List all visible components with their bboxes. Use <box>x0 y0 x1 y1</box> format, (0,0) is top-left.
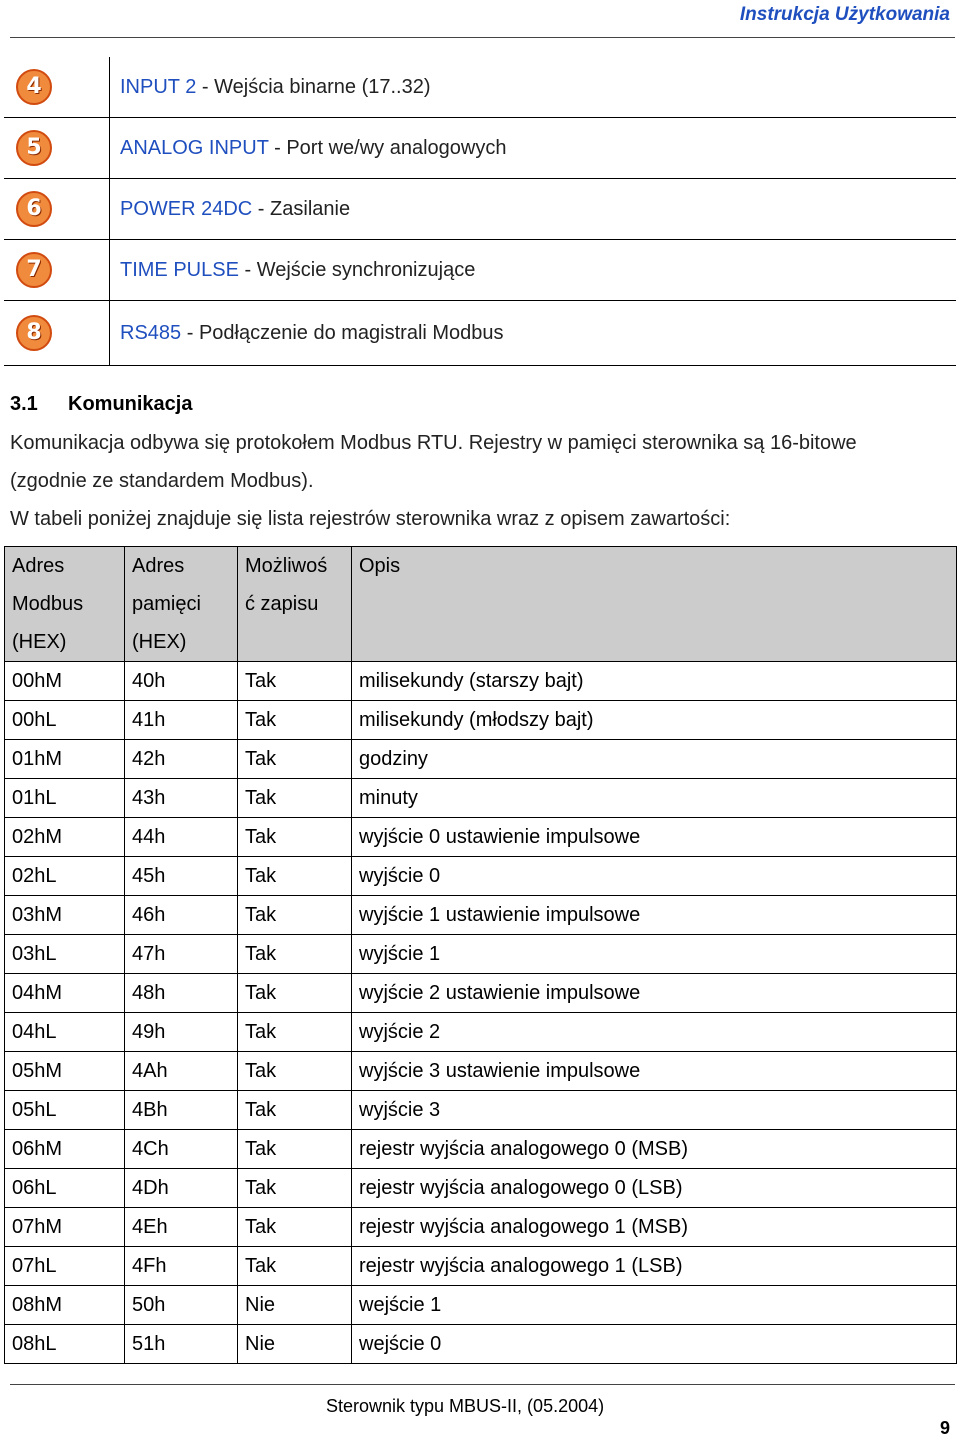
register-table <box>4 546 957 1364</box>
cell-memory-address: 4Fh <box>125 1247 238 1286</box>
cell-memory-address: 41h <box>125 701 238 740</box>
cell-write-access: Tak <box>238 935 352 974</box>
header-divider <box>10 37 955 38</box>
cell-description: milisekundy (starszy bajt) <box>352 662 957 701</box>
connector-name: RS485 <box>120 321 182 344</box>
cell-write-access: Tak <box>238 779 352 818</box>
cell-modbus-address: 06hM <box>5 1130 125 1169</box>
cell-description: wyjście 1 ustawienie impulsowe <box>352 896 957 935</box>
cell-memory-address: 44h <box>125 818 238 857</box>
table-row <box>5 740 957 779</box>
connector-row: 6 POWER 24DC - Zasilanie <box>4 179 956 240</box>
table-row <box>5 1013 957 1052</box>
cell-memory-address: 43h <box>125 779 238 818</box>
connector-description: Wejście synchronizujące <box>256 258 476 281</box>
cell-write-access: Tak <box>238 1130 352 1169</box>
number-5-badge-icon: 5 <box>16 130 52 166</box>
cell-write-access: Tak <box>238 1169 352 1208</box>
cell-description: wejście 0 <box>352 1325 957 1364</box>
connector-description: Port we/wy analogowych <box>286 136 507 159</box>
table-row <box>5 935 957 974</box>
cell-modbus-address: 03hM <box>5 896 125 935</box>
cell-description: rejestr wyjścia analogowego 1 (MSB) <box>352 1208 957 1247</box>
cell-modbus-address: 00hL <box>5 701 125 740</box>
table-row <box>5 1130 957 1169</box>
connector-name: TIME PULSE <box>120 258 239 281</box>
cell-description: godziny <box>352 740 957 779</box>
table-row <box>5 1052 957 1091</box>
cell-modbus-address: 07hL <box>5 1247 125 1286</box>
cell-description: rejestr wyjścia analogowego 0 (MSB) <box>352 1130 957 1169</box>
cell-memory-address: 50h <box>125 1286 238 1325</box>
footer-divider <box>10 1384 955 1385</box>
table-row <box>5 1286 957 1325</box>
cell-memory-address: 46h <box>125 896 238 935</box>
cell-description: wyjście 0 ustawienie impulsowe <box>352 818 957 857</box>
cell-write-access: Tak <box>238 1208 352 1247</box>
cell-description: milisekundy (młodszy bajt) <box>352 701 957 740</box>
table-row <box>5 701 957 740</box>
connector-description: Wejścia binarne (17..32) <box>214 75 431 98</box>
intro-paragraph-line-3: W tabeli poniżej znajduje się lista rejestrów sterownika wraz z opisem zawartości: <box>10 508 731 530</box>
cell-modbus-address: 02hL <box>5 857 125 896</box>
cell-modbus-address: 01hL <box>5 779 125 818</box>
cell-description: wyjście 3 ustawienie impulsowe <box>352 1052 957 1091</box>
cell-write-access: Tak <box>238 896 352 935</box>
cell-description: wyjście 2 <box>352 1013 957 1052</box>
connector-name: POWER 24DC <box>120 197 253 220</box>
header-memory-address: Adres pamięci (HEX) <box>125 547 238 662</box>
cell-write-access: Tak <box>238 701 352 740</box>
connector-description: Zasilanie <box>270 197 351 220</box>
section-heading <box>10 393 192 416</box>
cell-description: wyjście 3 <box>352 1091 957 1130</box>
cell-description: wyjście 0 <box>352 857 957 896</box>
connector-row: 4 INPUT 2 - Wejścia binarne (17..32) <box>4 57 956 118</box>
connector-description: Podłączenie do magistrali Modbus <box>198 321 504 344</box>
table-row <box>5 974 957 1013</box>
page-number: 9 <box>939 1418 950 1438</box>
cell-write-access: Nie <box>238 1325 352 1364</box>
table-row <box>5 779 957 818</box>
table-row <box>5 1325 957 1364</box>
cell-memory-address: 47h <box>125 935 238 974</box>
table-row <box>5 857 957 896</box>
table-row <box>5 818 957 857</box>
table-row <box>5 662 957 701</box>
intro-paragraph-line-2: (zgodnie ze standardem Modbus). <box>10 470 314 492</box>
cell-memory-address: 49h <box>125 1013 238 1052</box>
cell-modbus-address: 08hL <box>5 1325 125 1364</box>
cell-memory-address: 4Ah <box>125 1052 238 1091</box>
cell-write-access: Tak <box>238 857 352 896</box>
register-table-body <box>5 662 957 1364</box>
cell-write-access: Tak <box>238 1052 352 1091</box>
section-title: Komunikacja <box>68 393 193 415</box>
cell-modbus-address: 08hM <box>5 1286 125 1325</box>
cell-modbus-address: 07hM <box>5 1208 125 1247</box>
connector-row: 5 ANALOG INPUT - Port we/wy analogowych <box>4 118 956 179</box>
table-row <box>5 1091 957 1130</box>
number-8-badge-icon: 8 <box>16 315 52 351</box>
cell-memory-address: 45h <box>125 857 238 896</box>
table-row <box>5 1169 957 1208</box>
cell-modbus-address: 06hL <box>5 1169 125 1208</box>
cell-modbus-address: 05hM <box>5 1052 125 1091</box>
table-row <box>5 1208 957 1247</box>
cell-modbus-address: 03hL <box>5 935 125 974</box>
number-4-badge-icon: 4 <box>16 69 52 105</box>
cell-description: rejestr wyjścia analogowego 0 (LSB) <box>352 1169 957 1208</box>
cell-memory-address: 4Ch <box>125 1130 238 1169</box>
cell-write-access: Tak <box>238 662 352 701</box>
table-row <box>5 1247 957 1286</box>
cell-write-access: Nie <box>238 1286 352 1325</box>
cell-write-access: Tak <box>238 740 352 779</box>
cell-memory-address: 48h <box>125 974 238 1013</box>
cell-description: rejestr wyjścia analogowego 1 (LSB) <box>352 1247 957 1286</box>
cell-modbus-address: 04hM <box>5 974 125 1013</box>
cell-memory-address: 4Bh <box>125 1091 238 1130</box>
header-modbus-address: Adres Modbus (HEX) <box>5 547 125 662</box>
connector-row: 8 RS485 - Podłączenie do magistrali Modbus <box>4 301 956 366</box>
cell-modbus-address: 05hL <box>5 1091 125 1130</box>
cell-write-access: Tak <box>238 1247 352 1286</box>
cell-memory-address: 4Eh <box>125 1208 238 1247</box>
number-6-badge-icon: 6 <box>16 191 52 227</box>
cell-write-access: Tak <box>238 1091 352 1130</box>
document-title: Instrukcja Użytkowania <box>739 4 950 25</box>
cell-write-access: Tak <box>238 818 352 857</box>
cell-memory-address: 42h <box>125 740 238 779</box>
register-table-header <box>5 547 957 662</box>
cell-description: minuty <box>352 779 957 818</box>
header-description: Opis <box>352 547 957 662</box>
cell-description: wyjście 2 ustawienie impulsowe <box>352 974 957 1013</box>
header-write-access: Możliwoś ć zapisu <box>238 547 352 662</box>
cell-modbus-address: 02hM <box>5 818 125 857</box>
section-number: 3.1 <box>10 393 38 415</box>
connector-row: 7 TIME PULSE - Wejście synchronizujące <box>4 240 956 301</box>
cell-memory-address: 40h <box>125 662 238 701</box>
cell-write-access: Tak <box>238 974 352 1013</box>
footer-text: Sterownik typu MBUS-II, (05.2004) <box>326 1396 605 1416</box>
connector-name: INPUT 2 <box>120 75 197 98</box>
cell-description: wyjście 1 <box>352 935 957 974</box>
cell-modbus-address: 01hM <box>5 740 125 779</box>
connector-name: ANALOG INPUT <box>120 136 269 159</box>
connector-table <box>4 57 956 366</box>
cell-write-access: Tak <box>238 1013 352 1052</box>
cell-memory-address: 51h <box>125 1325 238 1364</box>
intro-paragraph-line-1: Komunikacja odbywa się protokołem Modbus RTU. Rejestry w pamięci sterownika są 16-bitowe <box>10 432 857 454</box>
cell-modbus-address: 04hL <box>5 1013 125 1052</box>
table-row <box>5 896 957 935</box>
cell-memory-address: 4Dh <box>125 1169 238 1208</box>
cell-description: wejście 1 <box>352 1286 957 1325</box>
number-7-badge-icon: 7 <box>16 252 52 288</box>
cell-modbus-address: 00hM <box>5 662 125 701</box>
